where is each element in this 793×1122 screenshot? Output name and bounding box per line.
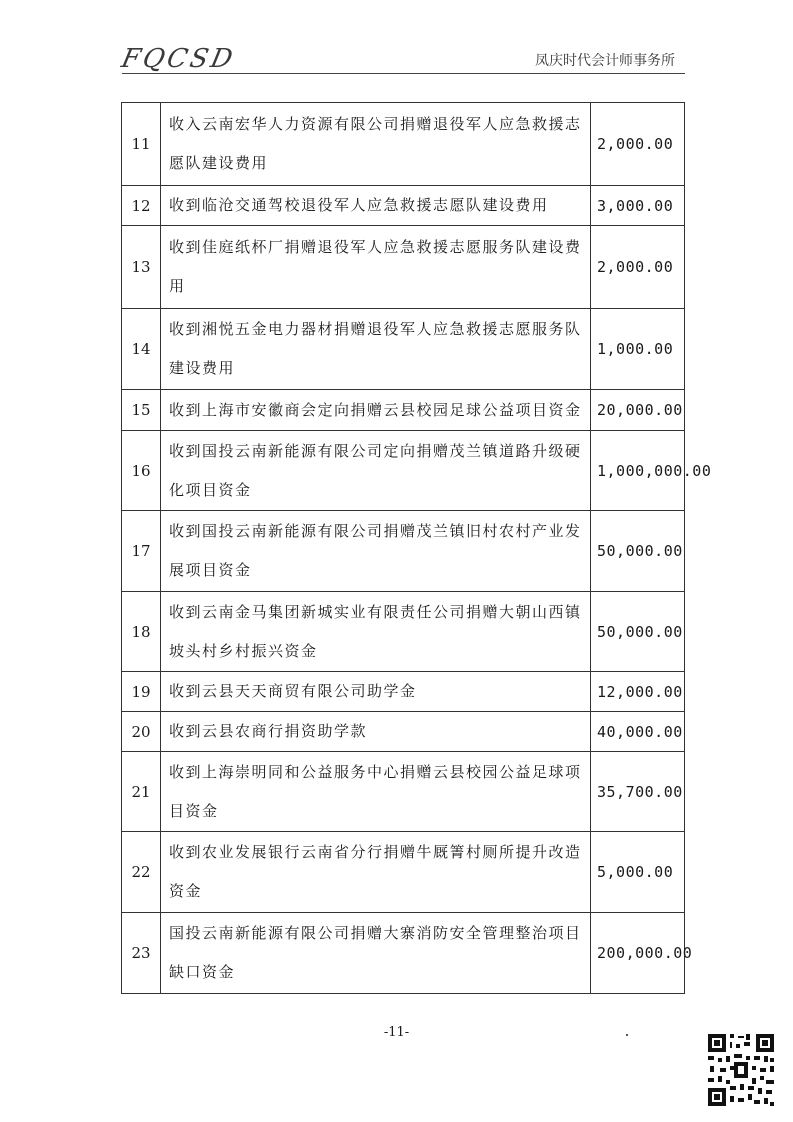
row-number: 19: [122, 672, 161, 712]
row-amount: 50,000.00: [591, 511, 685, 592]
table-row: [122, 390, 685, 431]
firm-logo: FQCSD: [118, 44, 239, 74]
row-number: 12: [122, 186, 161, 226]
scan-dot: [626, 1034, 628, 1036]
table-row: [122, 511, 685, 592]
row-number: 22: [122, 832, 161, 913]
row-description: 收到国投云南新能源有限公司定向捐赠茂兰镇道路升级硬化项目资金: [161, 431, 591, 511]
table-row: [122, 832, 685, 913]
table-row: [122, 752, 685, 832]
row-description: 收到上海市安徽商会定向捐赠云县校园足球公益项目资金: [161, 390, 591, 431]
row-number: 16: [122, 431, 161, 511]
row-amount: 1,000.00: [591, 309, 685, 390]
donation-table-body: [122, 103, 712, 994]
row-amount: 20,000.00: [591, 390, 685, 431]
header-rule: [122, 73, 685, 74]
row-number: 14: [122, 309, 161, 390]
table-row: [122, 592, 685, 672]
row-amount: 50,000.00: [591, 592, 685, 672]
row-description: 收到农业发展银行云南省分行捐赠牛厩箐村厕所提升改造资金: [161, 832, 591, 913]
row-description: 收到云南金马集团新城实业有限责任公司捐赠大朝山西镇坡头村乡村振兴资金: [161, 592, 591, 672]
row-number: 13: [122, 226, 161, 309]
row-number: 18: [122, 592, 161, 672]
qr-code-icon: [706, 1032, 776, 1108]
table-row: [122, 712, 685, 752]
page-header: [118, 44, 685, 74]
page-number: -11-: [383, 1025, 410, 1040]
table-row: [122, 431, 685, 511]
row-amount: 40,000.00: [591, 712, 685, 752]
firm-name: 凤庆时代会计师事务所: [535, 53, 675, 69]
row-description: 收到国投云南新能源有限公司捐赠茂兰镇旧村农村产业发展项目资金: [161, 511, 591, 592]
table-row: [122, 913, 685, 994]
row-description: 国投云南新能源有限公司捐赠大寨消防安全管理整治项目缺口资金: [161, 913, 591, 994]
row-number: 23: [122, 913, 161, 994]
row-description: 收到云县天天商贸有限公司助学金: [161, 672, 591, 712]
row-description: 收到临沧交通驾校退役军人应急救援志愿队建设费用: [161, 186, 591, 226]
row-number: 21: [122, 752, 161, 832]
row-amount: 35,700.00: [591, 752, 685, 832]
row-number: 11: [122, 103, 161, 186]
row-amount: 12,000.00: [591, 672, 685, 712]
row-amount: 3,000.00: [591, 186, 685, 226]
row-amount: 2,000.00: [591, 226, 685, 309]
row-number: 17: [122, 511, 161, 592]
row-amount: 1,000,000.00: [591, 431, 685, 511]
row-description: 收入云南宏华人力资源有限公司捐赠退役军人应急救援志愿队建设费用: [161, 103, 591, 186]
table-row: [122, 186, 685, 226]
row-amount: 2,000.00: [591, 103, 685, 186]
donation-table: [121, 102, 712, 994]
table-row: [122, 226, 685, 309]
row-amount: 5,000.00: [591, 832, 685, 913]
row-number: 15: [122, 390, 161, 431]
row-description: 收到上海崇明同和公益服务中心捐赠云县校园公益足球项目资金: [161, 752, 591, 832]
table-row: [122, 103, 685, 186]
row-description: 收到佳庭纸杯厂捐赠退役军人应急救援志愿服务队建设费用: [161, 226, 591, 309]
table-row: [122, 309, 685, 390]
row-amount: 200,000.00: [591, 913, 685, 994]
row-description: 收到云县农商行捐资助学款: [161, 712, 591, 752]
table-row: [122, 672, 685, 712]
row-number: 20: [122, 712, 161, 752]
row-description: 收到湘悦五金电力器材捐赠退役军人应急救援志愿服务队建设费用: [161, 309, 591, 390]
